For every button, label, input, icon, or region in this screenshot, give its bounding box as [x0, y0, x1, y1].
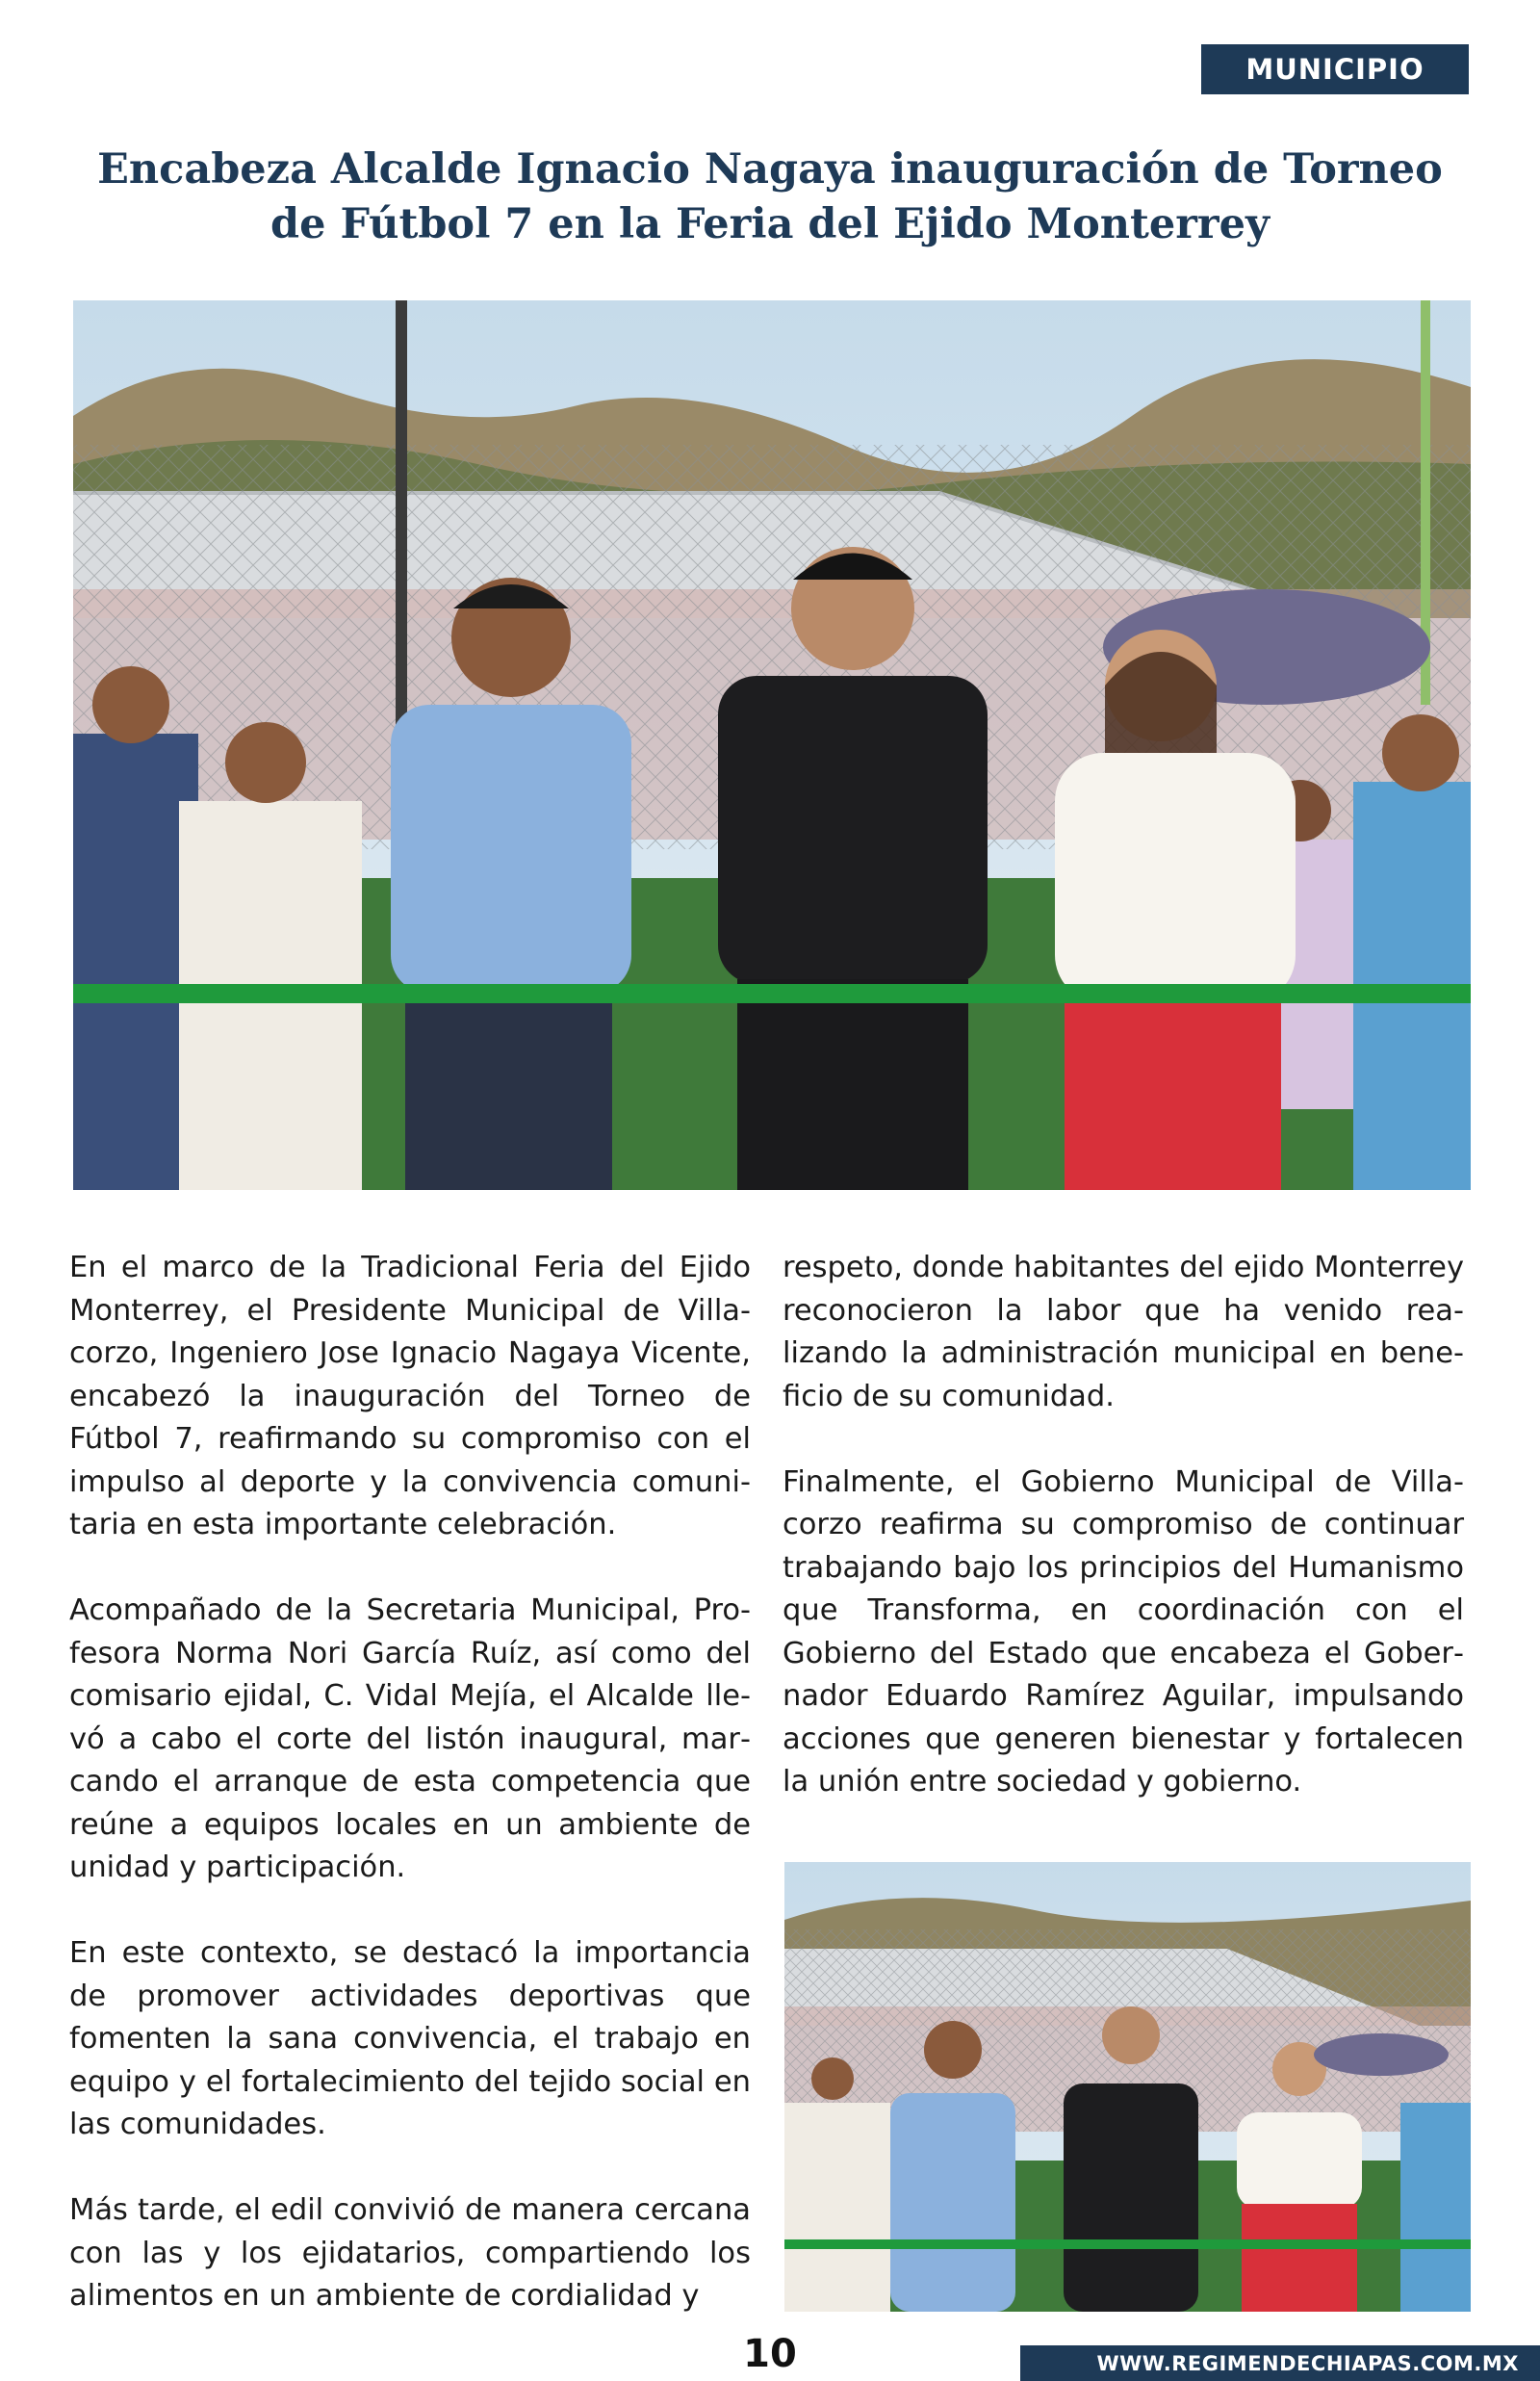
article-column-left [69, 1247, 751, 2361]
article-column-right [783, 1247, 1464, 1847]
article-paragraph: respeto, donde habitantes del ejido Monterrey reconocieron la labor que ha venido realizando la administración municipal en beneficio de su comunidad. [783, 1251, 1464, 1413]
article-paragraph: En el marco de la Tradicional Feria del Ejido Monterrey, el Presidente Municipal de Villacorzo, Ingeniero Jose Ignacio Nagaya Vicente, encabezó la inauguración del Torneo de Fútbol 7, reafirmando su compromiso con el impulso al deporte y la convivencia comunitaria en esta importante celebración. [69, 1251, 751, 1541]
event-secondary-photo [784, 1862, 1471, 2312]
ribbon-cutting-photo [73, 300, 1471, 1190]
article-paragraph: Finalmente, el Gobierno Municipal de Villacorzo reafirma su compromiso de continuar trabajando bajo los principios del Humanismo que Transforma, en coordinación con el Gobierno del Estado que encabeza el Gobernador Eduardo Ramírez Aguilar, impulsando acciones que generen bienestar y fortalecen la unión entre sociedad y gobierno. [783, 1464, 1464, 1799]
article-paragraph: Acompañado de la Secretaria Municipal, Profesora Norma Nori García Ruíz, así como del comisario ejidal, C. Vidal Mejía, el Alcalde llevó a cabo el corte del listón inaugural, marcando el arranque de esta competencia que reúne a equipos locales en un ambiente de unidad y participación. [69, 1593, 751, 1884]
website-url: WWW.REGIMENDECHIAPAS.COM.MX [1020, 2345, 1540, 2381]
article-headline: Encabeza Alcalde Ignacio Nagaya inauguración de Torneo de Fútbol 7 en la Feria del Ejido Monterrey [97, 145, 1443, 248]
article-paragraph: Más tarde, el edil convivió de manera cercana con las y los ejidatarios, compartiendo los alimentos en un ambiente de cordialidad y [69, 2193, 751, 2313]
section-label: MUNICIPIO [1201, 44, 1469, 94]
page-number: 10 [743, 2332, 797, 2376]
article-paragraph: En este contexto, se destacó la importancia de promover actividades deportivas que fomenten la sana convivencia, el trabajo en equipo y el fortalecimiento del tejido social en las comunidades. [69, 1936, 751, 2141]
